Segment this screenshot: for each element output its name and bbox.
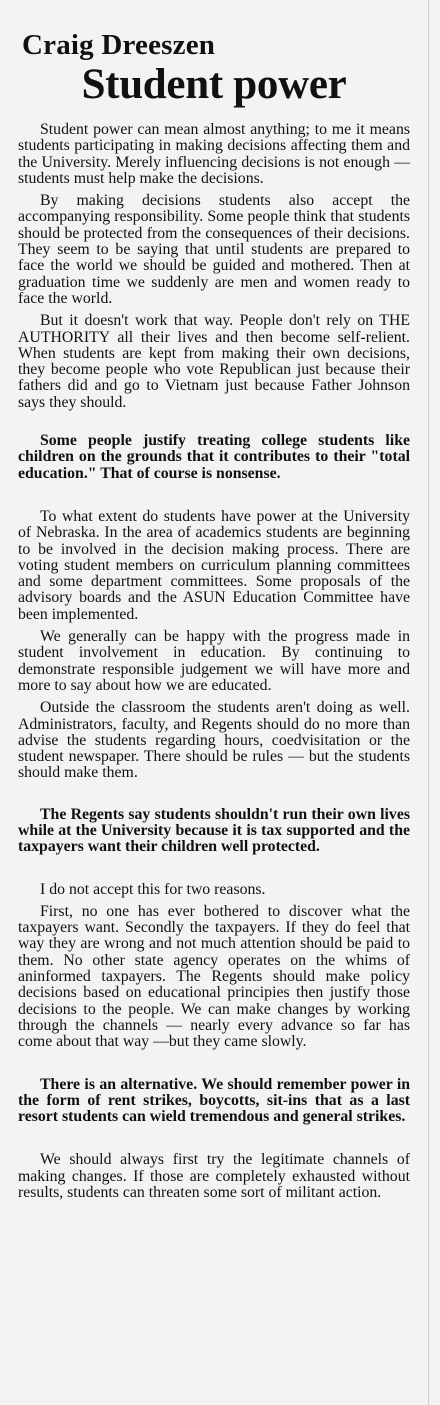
pullquote-2: The Regents say students shouldn't run their own lives while at the University because it is tax supported and the taxpayers want their children well protected. (18, 805, 410, 856)
paragraph-6: Outside the classroom the students aren't doing as well. Administrators, faculty, and Regents should do no more than advise the students regarding hours, coedvisitation or the student newspaper. There should be rules — but the students should make them. (18, 699, 410, 782)
paragraph-2: By making decisions students also accept the accompanying responsibility. Some people think that students should be protected from the consequences of their decisions. They seem to be saying that until students are prepared to face the world we should be guided and mothered. Then at graduation time we suddenly are men and women ready to face the world. (18, 192, 410, 307)
paragraph-5: We generally can be happy with the progress made in student involvement in education. By continuing to demonstrate responsible judgement we will have more and more to say about how we are educated. (18, 628, 410, 694)
headline: Student power (81, 61, 347, 108)
byline: Craig Dreeszen (22, 29, 216, 61)
paragraph-1: Student power can mean almost anything; to me it means students participating in making decisions affecting them and the University. Merely influencing decisions is not enough — students must help make the decisions. (18, 121, 410, 187)
pullquote-1: Some people justify treating college students like children on the grounds that it contributes to their "total education." That of course is nonsense. (18, 432, 410, 482)
paragraph-4: To what extent do students have power at the University of Nebraska. In the area of academics students are beginning to be involved in the decision making process. There are voting student members on curriculum planning committees and some department committees. Some proposals of the advisory boards and the ASUN Education Committee have been implemented. (18, 507, 410, 623)
article-column (18, 28, 410, 1205)
paragraph-9: We should always first try the legitimate channels of making changes. If those are completely exhausted without results, students can threaten some sort of militant action. (18, 1151, 410, 1202)
pullquote-3: There is an alternative. We should remember power in the form of rent strikes, boycotts, sit-ins that as a last resort students can wield tremendous and general strikes. (18, 1075, 410, 1126)
paragraph-7: I do not accept this for two reasons. (40, 880, 266, 898)
paragraph-8: First, no one has ever bothered to discover what the taxpayers want. Secondly the taxpayers. If they do feel that way they are wrong and not much attention should be paid to them. No other state agency operates on the whims of aninformed taxpayers. The Regents should make policy decisions based on educational principies then justify those decisions to the people. We can make changes by working through the channels — nearly every advance so far has come about that way —but they came slowly. (18, 902, 410, 1051)
column-rule (428, 0, 429, 1405)
paragraph-3: But it doesn't work that way. People don't rely on THE AUTHORITY all their lives and then become self-relient. When students are kept from making their own decisions, they become people who vote Republican just because their fathers did and go to Vietnam just because Father Johnson says they should. (18, 312, 410, 411)
